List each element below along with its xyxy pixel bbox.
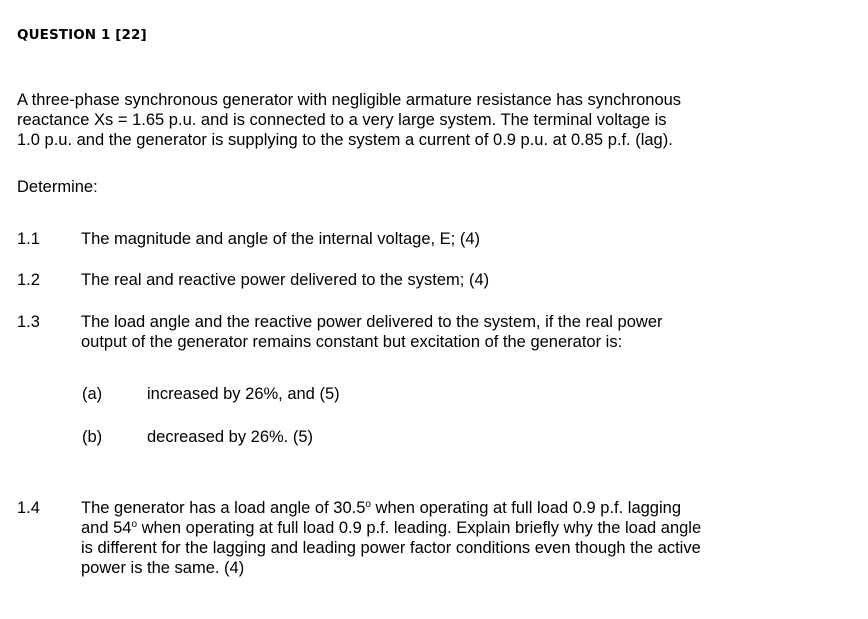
- question-intro: [17, 90, 857, 150]
- item-line-part: when operating at full load 0.9 p.f. lagging: [370, 499, 682, 517]
- item-text: [81, 498, 701, 578]
- item-line: The real and reactive power delivered to the system; (4): [81, 271, 490, 289]
- item-line-part: when operating at full load 0.9 p.f. leading. Explain briefly why the load angle: [137, 519, 702, 537]
- subitem-text: decreased by 26%. (5): [147, 428, 314, 446]
- item-number: 1.3: [17, 313, 40, 331]
- intro-line: reactance Xs = 1.65 p.u. and is connected to a very large system. The terminal voltage is: [17, 111, 667, 129]
- determine-label: Determine:: [17, 178, 98, 196]
- subitem-label: (a): [82, 385, 103, 403]
- degree-symbol: o: [365, 499, 371, 510]
- subitem-text: increased by 26%, and (5): [147, 385, 340, 403]
- degree-symbol: o: [131, 519, 138, 530]
- subitem-label: (b): [82, 428, 103, 446]
- item-line: [81, 498, 701, 518]
- item-line-part: The generator has a load angle of 30.5: [81, 499, 366, 517]
- item-line: is different for the lagging and leading power factor conditions even though the active: [81, 539, 701, 557]
- item-line: The load angle and the reactive power delivered to the system, if the real power: [81, 313, 663, 331]
- item-line: output of the generator remains constant but excitation of the generator is:: [81, 333, 623, 351]
- question-heading: QUESTION 1 [22]: [17, 27, 147, 43]
- item-line: [81, 518, 701, 538]
- item-text: [81, 312, 663, 352]
- item-text: [81, 229, 480, 249]
- item-number: 1.4: [17, 499, 40, 517]
- item-line-part: and 54: [81, 519, 132, 537]
- intro-line: 1.0 p.u. and the generator is supplying to the system a current of 0.9 p.u. at 0.85 p.f. (lag).: [17, 131, 673, 149]
- item-line: power is the same. (4): [81, 559, 245, 577]
- intro-line: A three-phase synchronous generator with negligible armature resistance has synchronous: [17, 91, 682, 109]
- item-line: The magnitude and angle of the internal voltage, E; (4): [81, 230, 481, 248]
- item-number: 1.2: [17, 271, 40, 289]
- item-text: [81, 270, 489, 290]
- item-number: 1.1: [17, 230, 40, 248]
